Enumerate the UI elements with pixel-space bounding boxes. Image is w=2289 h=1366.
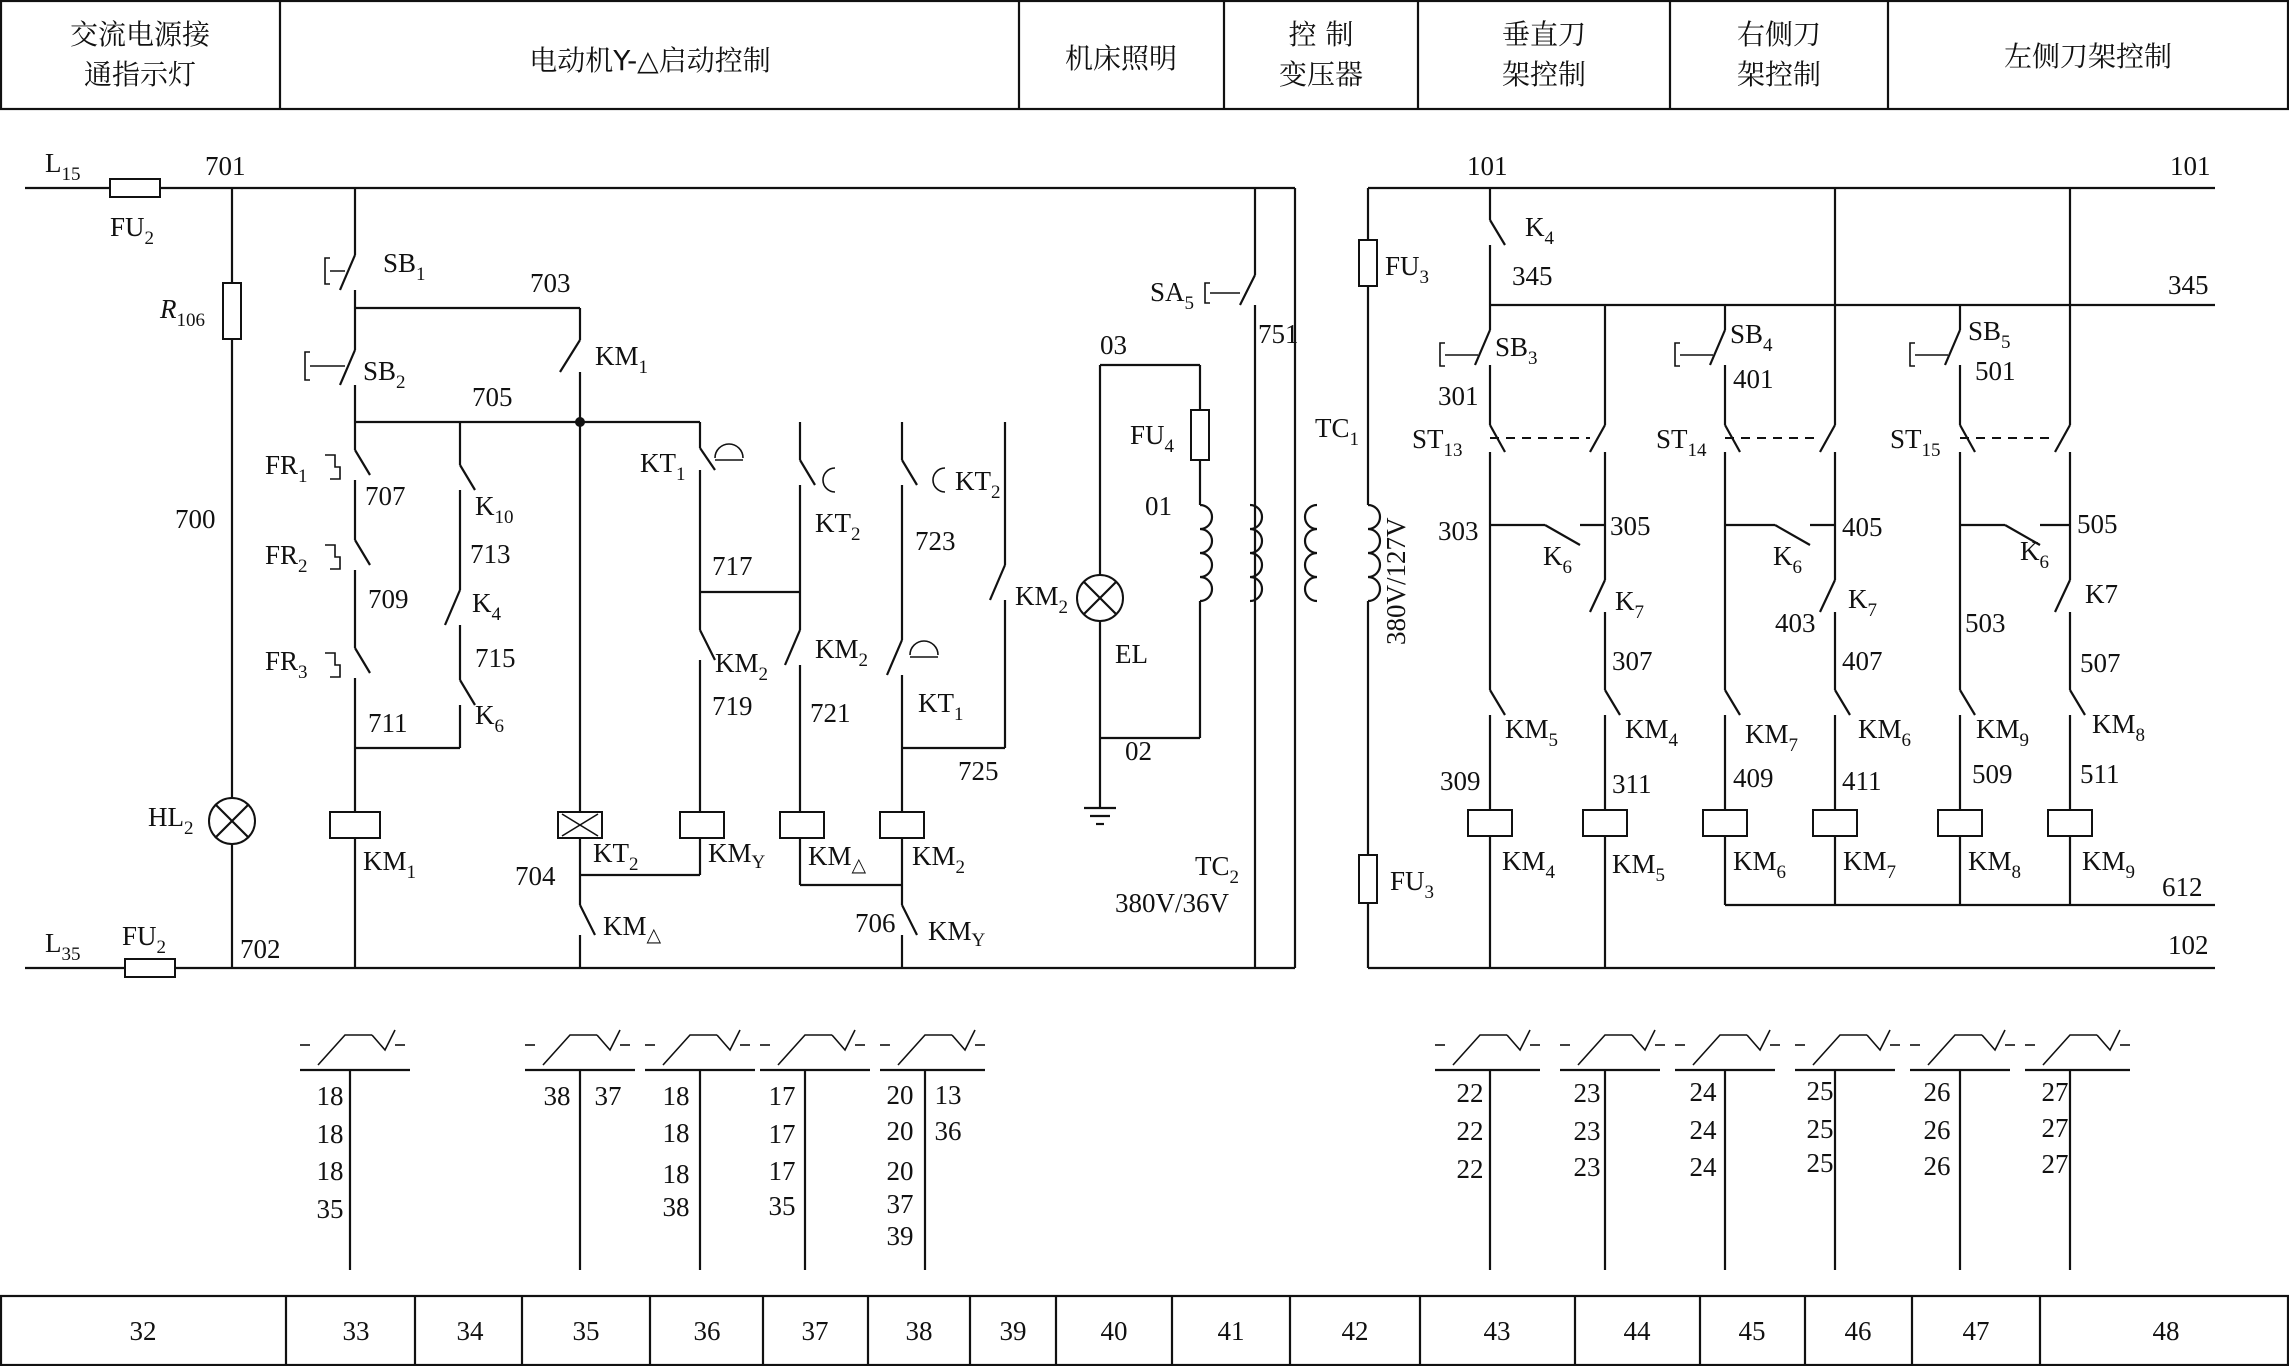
label-sb5: $SB_5$ [1968,316,2011,353]
header-cell-right-l2: 架控制 [1736,58,1822,91]
contact-table [1560,1030,1665,1270]
table-number: 23 [1573,1116,1601,1146]
node-label: 405 [1842,512,1883,542]
footer-cell: 34 [456,1316,484,1346]
contact-fr3-icon [355,648,370,673]
label-k6-left: $K_6$ [2020,536,2049,573]
coil-secondary-icon [1200,505,1212,601]
table-number: 17 [768,1119,796,1149]
label-fu2-bottom: $FU_2$ [122,921,167,958]
table-number: 18 [316,1119,344,1149]
table-number: 20 [886,1156,914,1186]
header-table [1,1,2288,109]
node-label: 345 [2168,270,2209,300]
node-label: 751 [1258,319,1299,349]
node-label: 704 [515,861,556,891]
footer-table [1,1296,2288,1365]
footer-cell: 38 [905,1316,933,1346]
label-l35: $L_{35}$ [45,928,81,965]
label-sb4: $SB_4$ [1730,319,1773,356]
node-label: 703 [530,268,571,298]
contact-k7-vertical-icon [1590,580,1605,612]
node-label: 719 [712,691,753,721]
label-km7-coil: $KM_7$ [1843,846,1897,883]
label-tc2: $TC_2$ [1195,851,1240,888]
label-km2-holding: $KM_2$ [1015,581,1069,618]
table-number: 17 [768,1156,796,1186]
table-number: 23 [1573,1078,1601,1108]
contact-table [1910,1030,2015,1270]
header-cell-lighting: 机床照明 [1064,42,1178,75]
node-label: 511 [2080,759,2120,789]
node-label: 723 [915,526,956,556]
coil-km9-icon [2048,810,2092,836]
contact-kt1-icon [700,448,715,470]
table-number: 22 [1456,1154,1484,1184]
label-kt2-contact-second: $KT_2$ [955,466,1001,503]
contact-kt1-no-icon [887,640,902,675]
table-number: 25 [1806,1114,1834,1144]
table-number: 26 [1923,1115,1951,1145]
component-labels [45,148,2145,965]
label-k7-vertical: $K_7$ [1615,586,1644,623]
fuse-fu2-bottom-icon [125,959,175,977]
label-k6-vertical: $K_6$ [1543,541,1572,578]
header-cell-motor-start: 电动机Y-△启动控制 [529,44,771,77]
table-number: 38 [543,1081,571,1111]
table-number: 36 [934,1116,962,1146]
table-number: 18 [662,1159,690,1189]
table-number: 27 [2041,1077,2069,1107]
header-cell-vertical-l1: 垂直刀 [1501,18,1587,51]
footer-cell: 35 [572,1316,600,1346]
label-km5-coil: $KM_5$ [1612,849,1666,886]
label-sa5: $SA_5$ [1150,277,1195,314]
contact-kt2-second-icon [902,460,917,485]
contact-k4-right-icon [1490,220,1505,245]
label-k6-right: $K_6$ [1773,541,1802,578]
contact-k10-icon [460,465,475,490]
node-label: 403 [1775,608,1816,638]
node-label: 03 [1100,330,1127,360]
table-number: 26 [1923,1151,1951,1181]
header-cell-right-l1: 右侧刀 [1736,18,1822,51]
contact-km7-icon [1725,690,1740,715]
label-fu2-top: $FU_2$ [110,212,155,249]
label-kmy-contact: $KM_Y$ [928,916,986,951]
label-km2-coil: $KM_2$ [912,841,966,878]
footer-cell: 41 [1217,1316,1245,1346]
contact-table [645,1030,755,1270]
label-km4-contact: $KM_4$ [1625,714,1679,751]
label-k4: $K_4$ [472,588,501,625]
label-tc1-voltage: 380V/127V [1381,517,1411,645]
header-cell-power-indicator-l1: 交流电源接 [69,18,211,51]
table-number: 23 [1573,1152,1601,1182]
label-k6: $K_6$ [475,700,504,737]
label-fr3: $FR_3$ [265,646,308,683]
table-number: 25 [1806,1148,1834,1178]
label-km1-coil: $KM_1$ [363,846,417,883]
label-sb2: $SB_2$ [363,356,406,393]
contact-k6-icon [460,680,475,705]
label-k7-right: $K_7$ [1848,584,1877,621]
node-label: 612 [2162,872,2203,902]
node-label: 305 [1610,511,1651,541]
fuse-fu3-bottom-icon [1359,855,1377,903]
table-number: 27 [2041,1149,2069,1179]
label-km6-contact: $KM_6$ [1858,714,1912,751]
node-label: 301 [1438,381,1479,411]
node-label: 409 [1733,763,1774,793]
footer-cell: 47 [1962,1316,1990,1346]
footer-cell: 42 [1341,1316,1369,1346]
label-km6-coil: $KM_6$ [1733,846,1787,883]
footer-cell: 44 [1623,1316,1651,1346]
label-km2-nc: $KM_2$ [715,648,769,685]
node-label: 407 [1842,646,1883,676]
footer-cell: 45 [1738,1316,1766,1346]
label-r106: $R_{106}$ [160,294,205,331]
node-label: 717 [712,551,753,581]
label-kt1-no: $KT_1$ [918,688,964,725]
contact-k7-left-icon [2055,580,2070,612]
table-number: 37 [886,1189,914,1219]
table-number: 35 [768,1191,796,1221]
table-number: 22 [1456,1078,1484,1108]
table-number: 25 [1806,1076,1834,1106]
contact-fr1-icon [355,450,370,475]
label-tc2-voltage: 380V/36V [1115,888,1229,918]
node-numbers [175,151,2211,964]
contact-km4-icon [1605,690,1620,715]
label-km9-contact: $KM_9$ [1976,714,2030,751]
label-fr2: $FR_2$ [265,540,308,577]
coil-km7-icon [1813,810,1857,836]
label-el: EL [1115,639,1148,669]
label-kmd-contact: $KM_\triangle$ [603,911,662,946]
table-number: 18 [316,1081,344,1111]
footer-cell: 37 [801,1316,829,1346]
switch-st15-second-icon [2055,425,2070,452]
label-km4-coil: $KM_4$ [1502,846,1556,883]
coil-km1-icon [330,812,380,838]
node-label: 505 [2077,509,2118,539]
table-number: 37 [594,1081,622,1111]
contact-km1-icon [560,340,580,372]
switch-st14-second-icon [1820,425,1835,452]
node-label: 701 [205,151,246,181]
node-label: 101 [1467,151,1508,181]
node-label: 307 [1612,646,1653,676]
label-k10: $K_{10}$ [475,491,514,528]
contact-kt2-icon [800,460,815,485]
header-cell-power-indicator-l2: 通指示灯 [83,58,197,91]
contact-km2-nc-icon [700,630,715,660]
transformer-tc1-secondary-icon [1368,505,1380,601]
contact-table [525,1030,635,1270]
footer-cell: 36 [693,1316,721,1346]
node-label: 721 [810,698,851,728]
contact-table [300,1030,410,1270]
node-label: 309 [1440,766,1481,796]
header-cell-transformer-l1: 控 制 [1288,18,1354,51]
switch-sb4-icon [1710,330,1725,365]
contact-km9-icon [1960,690,1975,715]
label-km8-coil: $KM_8$ [1968,846,2022,883]
table-number: 20 [886,1080,914,1110]
label-fu3-top: $FU_3$ [1385,251,1430,288]
label-km9-coil: $KM_9$ [2082,846,2136,883]
label-km1-contact: $KM_1$ [595,341,649,378]
footer-cell: 48 [2152,1316,2180,1346]
node-label: 709 [368,584,409,614]
label-l15: $L_{15}$ [45,148,81,185]
node-label: 01 [1145,491,1172,521]
label-km7-contact: $KM_7$ [1745,719,1799,756]
table-number: 26 [1923,1077,1951,1107]
coil-km4-icon [1468,810,1512,836]
contact-table [760,1030,870,1270]
node-label: 503 [1965,608,2006,638]
fuse-fu3-top-icon [1359,240,1377,286]
coil-km2-icon [880,812,924,838]
node-label: 411 [1842,766,1882,796]
switch-sb5-icon [1945,330,1960,365]
table-number: 24 [1689,1152,1717,1182]
table-number: 18 [662,1081,690,1111]
label-kt2-contact: $KT_2$ [815,508,861,545]
label-k4-right: $K_4$ [1525,212,1554,249]
table-number: 39 [886,1221,914,1251]
footer-cell: 43 [1483,1316,1511,1346]
label-fu3-bottom: $FU_3$ [1390,866,1435,903]
contact-k4-icon [445,590,460,625]
table-number: 20 [886,1116,914,1146]
table-number: 24 [1689,1115,1717,1145]
label-km8-contact: $KM_8$ [2092,709,2146,746]
contact-kmd-icon [580,905,595,935]
node-label: 401 [1733,364,1774,394]
node-label: 507 [2080,648,2121,678]
label-fu4: $FU_4$ [1130,420,1175,457]
contact-km8-icon [2070,690,2085,715]
header-cell-left: 左侧刀架控制 [2003,40,2173,73]
switch-sb2-icon [340,350,355,385]
switch-st13-second-icon [1590,425,1605,452]
node-label: 707 [365,481,406,511]
motor-control-section [305,188,1005,968]
node-label: 311 [1612,769,1652,799]
contact-k7-right-icon [1820,580,1835,612]
node-label: 715 [475,643,516,673]
table-number: 13 [934,1080,962,1110]
node-label: 303 [1438,516,1479,546]
node-label: 706 [855,908,896,938]
label-sb1: $SB_1$ [383,248,426,285]
node-label: 702 [240,934,281,964]
table-number: 18 [662,1118,690,1148]
node-label: 02 [1125,736,1152,766]
coil-km6-icon [1703,810,1747,836]
footer-cell: 46 [1844,1316,1872,1346]
label-st15: $ST_{15}$ [1890,424,1941,461]
label-sb3: $SB_3$ [1495,332,1538,369]
switch-sb1-icon [340,255,355,290]
label-km5-contact: $KM_5$ [1505,714,1559,751]
footer-cell: 39 [999,1316,1027,1346]
footer-cell: 40 [1100,1316,1128,1346]
coil-kmy-icon [680,812,724,838]
coil-kmd-icon [780,812,824,838]
switch-sa5-icon [1240,275,1255,305]
label-km2-no: $KM_2$ [815,634,869,671]
label-hl2: $HL_2$ [148,802,194,839]
fuse-fu4-icon [1191,410,1209,460]
header-cell-transformer-l2: 变压器 [1278,58,1364,91]
label-kmy-coil: $KM_Y$ [708,838,766,873]
table-number: 38 [662,1192,690,1222]
contact-km6-icon [1835,690,1850,715]
switch-sb3-icon [1475,330,1490,365]
table-number: 18 [316,1156,344,1186]
contact-km5-icon [1490,690,1505,715]
table-number: 17 [768,1081,796,1111]
contact-km2-holding-icon [990,565,1005,600]
label-st14: $ST_{14}$ [1656,424,1707,461]
contact-km2-no-icon [785,630,800,665]
fuse-fu2-top-icon [110,179,160,197]
header-cell-vertical-l2: 架控制 [1501,58,1587,91]
node-label: 501 [1975,356,2016,386]
label-tc1: $TC_1$ [1315,413,1360,450]
label-k7-left: K7 [2085,579,2118,609]
table-number: 35 [316,1194,344,1224]
label-fr1: $FR_1$ [265,450,308,487]
node-label: 713 [470,539,511,569]
node-label: 509 [1972,759,2013,789]
table-number: 24 [1689,1077,1717,1107]
contact-table [1675,1030,1780,1270]
coil-km5-icon [1583,810,1627,836]
contact-fr2-icon [355,540,370,565]
label-kt2-coil: $KT_2$ [593,838,639,875]
table-number: 27 [2041,1113,2069,1143]
resistor-r106-icon [223,283,241,339]
contact-tables [300,1030,2130,1270]
node-label: 345 [1512,261,1553,291]
contact-kmy-icon [902,905,917,935]
label-kmd-coil: $KM_\triangle$ [808,841,867,876]
label-kt1-contact: $KT_1$ [640,448,686,485]
label-st13: $ST_{13}$ [1412,424,1463,461]
node-label: 705 [472,382,513,412]
footer-cell: 33 [342,1316,370,1346]
table-number: 22 [1456,1116,1484,1146]
node-label: 700 [175,504,216,534]
node-label: 102 [2168,930,2209,960]
footer-cell: 32 [129,1316,157,1346]
contact-table [1435,1030,1540,1270]
node-label: 725 [958,756,999,786]
coil-km8-icon [1938,810,1982,836]
node-label: 101 [2170,151,2211,181]
node-label: 711 [368,708,408,738]
